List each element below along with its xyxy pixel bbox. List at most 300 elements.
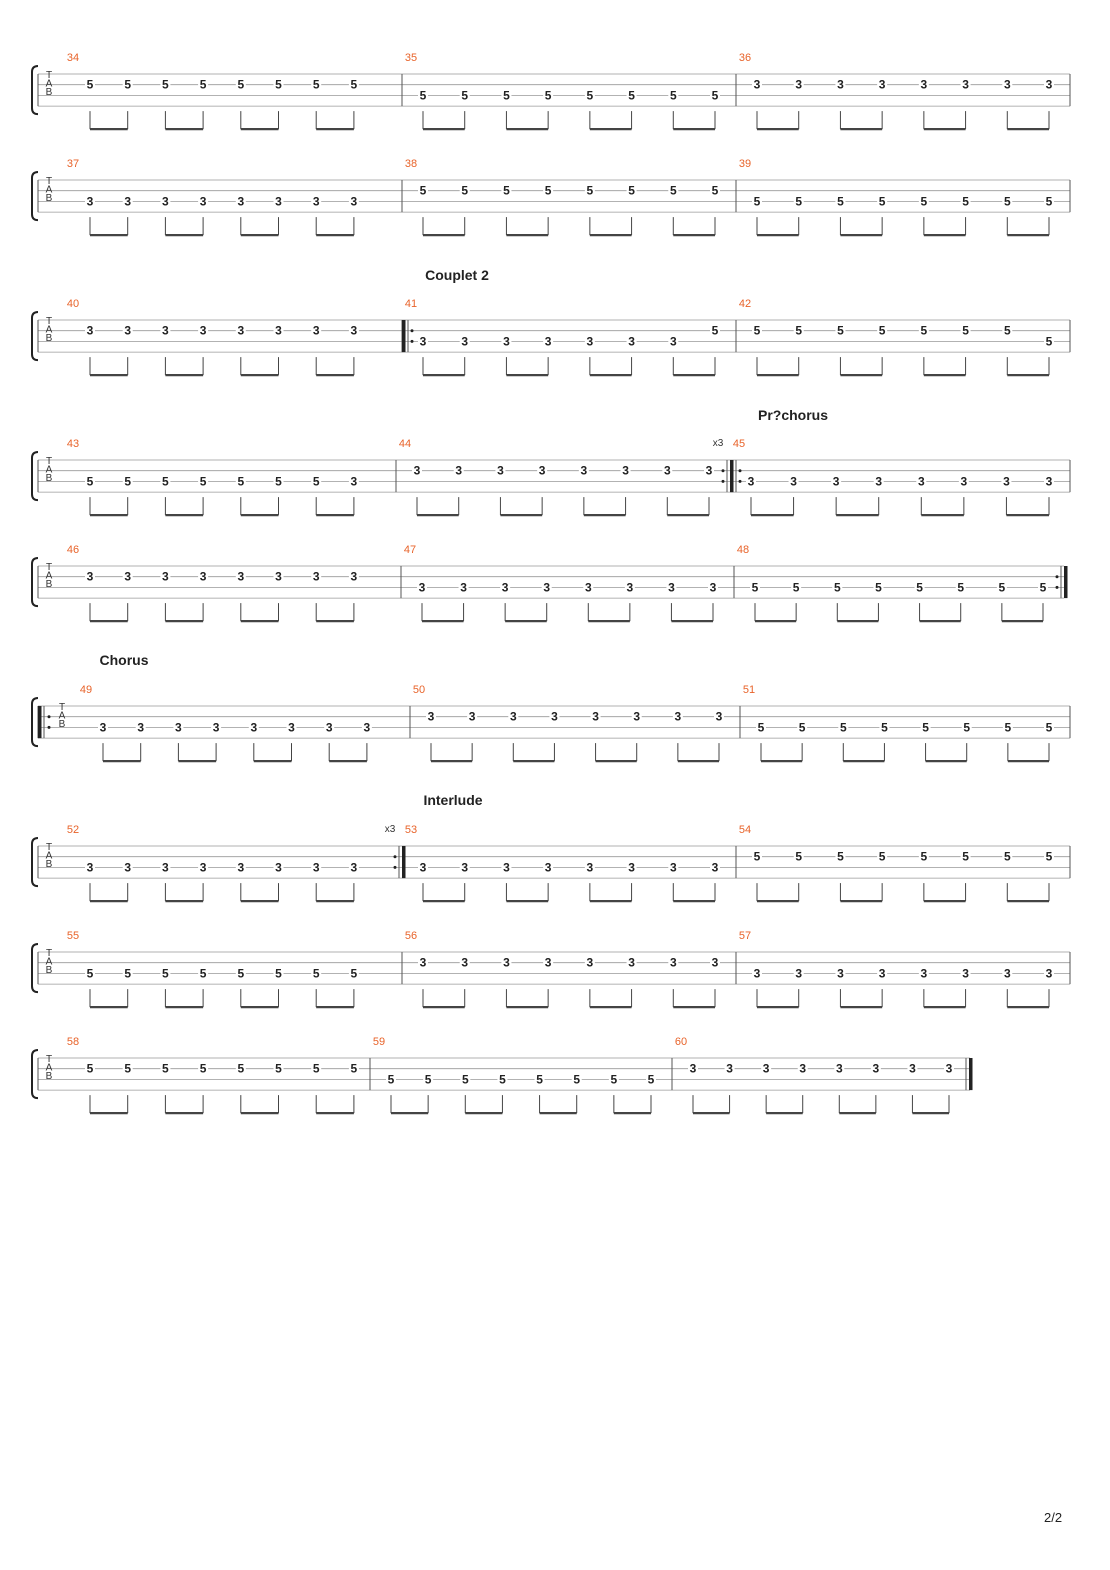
fret-number: 3	[790, 474, 797, 489]
tab-clef-letter: B	[58, 719, 66, 730]
fret-number: 3	[288, 720, 295, 735]
fret-number: 5	[162, 966, 169, 981]
fret-number: 5	[963, 720, 971, 735]
fret-number: 3	[878, 77, 886, 92]
tab-clef-letter: T	[58, 702, 66, 713]
fret-number: 3	[762, 1061, 770, 1076]
fret-number: 5	[162, 77, 169, 92]
measure-number: 55	[66, 930, 80, 942]
fret-number: 5	[1004, 720, 1012, 735]
fret-number: 3	[460, 580, 467, 595]
system-bracket	[32, 698, 38, 746]
measure-number: 49	[79, 684, 93, 696]
repeat-start-thick	[38, 706, 42, 738]
fret-number: 5	[86, 966, 94, 981]
tab-clef-letter: B	[45, 859, 53, 870]
fret-number: 3	[497, 463, 504, 478]
measure-number: 52	[66, 824, 80, 836]
fret-number: 5	[544, 183, 552, 198]
fret-number: 5	[753, 323, 761, 338]
tab-clef-letter: A	[45, 850, 53, 862]
tab-clef-letter: B	[45, 473, 53, 484]
measure-number: 59	[372, 1036, 386, 1048]
fret-number: 3	[237, 194, 245, 209]
measure-number: 54	[738, 824, 752, 836]
fret-number: 3	[668, 580, 675, 595]
fret-number: 3	[275, 860, 282, 875]
fret-number: 5	[275, 77, 282, 92]
fret-number: 3	[461, 955, 469, 970]
fret-number: 5	[162, 474, 169, 489]
fret-number: 3	[875, 474, 883, 489]
fret-number: 5	[881, 720, 888, 735]
measure-number: 41	[404, 298, 418, 310]
system-bracket	[32, 558, 38, 606]
fret-number: 3	[312, 194, 320, 209]
fret-number: 5	[312, 966, 320, 981]
fret-number: 5	[875, 580, 882, 595]
fret-number: 5	[461, 88, 469, 103]
fret-number: 5	[753, 849, 761, 864]
tab-clef-letter: B	[45, 965, 53, 976]
fret-number: 3	[162, 569, 169, 584]
measure-number: 60	[674, 1036, 688, 1048]
fret-number: 5	[837, 194, 844, 209]
fret-number: 3	[350, 474, 358, 489]
fret-number: 5	[199, 966, 207, 981]
repeat-dot	[394, 855, 397, 858]
measure-number: 47	[403, 544, 417, 556]
fret-number: 3	[669, 860, 677, 875]
tab-clef-letter: A	[45, 78, 53, 90]
fret-number: 3	[747, 474, 755, 489]
fret-number: 3	[212, 720, 220, 735]
fret-number: 3	[711, 860, 719, 875]
fret-number: 5	[237, 966, 245, 981]
tab-clef-letter: A	[45, 184, 53, 196]
fret-number: 3	[86, 323, 94, 338]
fret-number: 3	[920, 77, 928, 92]
fret-number: 3	[312, 569, 320, 584]
measure-number: 56	[404, 930, 418, 942]
fret-number: 3	[1003, 474, 1010, 489]
fret-number: 3	[628, 334, 635, 349]
fret-number: 5	[795, 323, 803, 338]
repeat-dot	[411, 329, 414, 332]
fret-number: 3	[468, 709, 476, 724]
fret-number: 5	[124, 1061, 132, 1076]
fret-number: 3	[124, 860, 132, 875]
fret-number: 5	[795, 194, 803, 209]
fret-number: 5	[878, 849, 886, 864]
fret-number: 3	[586, 955, 594, 970]
tab-clef-letter: T	[45, 562, 53, 573]
fret-number: 5	[1003, 323, 1011, 338]
measure-number: 43	[66, 438, 80, 450]
fret-number: 3	[711, 955, 719, 970]
fret-number: 3	[124, 323, 132, 338]
tab-clef-letter: B	[45, 193, 53, 204]
fret-number: 3	[350, 194, 358, 209]
tab-clef-letter: T	[45, 70, 53, 81]
fret-number: 3	[628, 955, 635, 970]
fret-number: 3	[503, 860, 510, 875]
fret-number: 3	[622, 463, 629, 478]
fret-number: 3	[799, 1061, 807, 1076]
fret-number: 5	[586, 88, 594, 103]
fret-number: 3	[350, 860, 358, 875]
fret-number: 5	[798, 720, 806, 735]
fret-number: 5	[461, 1072, 469, 1087]
fret-number: 5	[586, 183, 594, 198]
measure-number: 37	[66, 158, 80, 170]
section-label: Pr?chorus	[757, 407, 829, 423]
tab-clef-letter: T	[45, 316, 53, 327]
repeat-dot	[1056, 575, 1059, 578]
fret-number: 5	[536, 1072, 543, 1087]
fret-number: 3	[99, 720, 107, 735]
fret-number: 5	[628, 183, 635, 198]
fret-number: 3	[1045, 77, 1053, 92]
section-label: Couplet 2	[425, 267, 489, 283]
fret-number: 3	[162, 860, 169, 875]
tab-clef-letter: A	[45, 570, 53, 582]
fret-number: 3	[250, 720, 258, 735]
section-label: Chorus	[99, 652, 149, 668]
fret-number: 5	[1045, 194, 1053, 209]
fret-number: 3	[86, 194, 94, 209]
fret-number: 5	[920, 194, 928, 209]
system-bracket	[32, 312, 38, 360]
fret-number: 5	[757, 720, 765, 735]
fret-number: 3	[544, 334, 552, 349]
fret-number: 5	[124, 77, 132, 92]
fret-number: 3	[199, 194, 207, 209]
measure-number: 46	[66, 544, 80, 556]
fret-number: 5	[878, 194, 886, 209]
tab-clef-letter: A	[45, 956, 53, 968]
fret-number: 5	[795, 849, 803, 864]
fret-number: 3	[503, 334, 510, 349]
fret-number: 3	[795, 966, 803, 981]
system-bracket	[32, 172, 38, 220]
repeat-count: x3	[384, 824, 396, 835]
repeat-dot	[1056, 586, 1059, 589]
fret-number: 5	[833, 580, 841, 595]
tab-clef-letter: T	[45, 948, 53, 959]
fret-number: 5	[647, 1072, 655, 1087]
repeat-count: x3	[712, 438, 724, 449]
fret-number: 3	[669, 334, 677, 349]
fret-number: 3	[325, 720, 333, 735]
fret-number: 3	[1003, 77, 1011, 92]
fret-number: 3	[86, 569, 94, 584]
fret-number: 3	[538, 463, 546, 478]
fret-number: 3	[551, 709, 558, 724]
repeat-dot	[722, 480, 725, 483]
repeat-dot	[739, 469, 742, 472]
fret-number: 3	[626, 580, 634, 595]
fret-number: 5	[199, 77, 207, 92]
repeat-dot	[48, 715, 51, 718]
fret-number: 5	[275, 474, 282, 489]
fret-number: 3	[544, 860, 552, 875]
fret-number: 3	[350, 323, 358, 338]
fret-number: 5	[1045, 334, 1053, 349]
fret-number: 3	[580, 463, 588, 478]
fret-number: 3	[878, 966, 886, 981]
measure-number: 50	[412, 684, 426, 696]
fret-number: 3	[962, 966, 969, 981]
fret-number: 5	[237, 77, 245, 92]
fret-number: 5	[162, 1061, 169, 1076]
fret-number: 5	[669, 183, 677, 198]
fret-number: 5	[573, 1072, 581, 1087]
fret-number: 5	[711, 323, 719, 338]
fret-number: 5	[1045, 720, 1053, 735]
fret-number: 3	[1003, 966, 1011, 981]
fret-number: 3	[419, 334, 427, 349]
fret-number: 3	[162, 323, 169, 338]
fret-number: 3	[837, 966, 844, 981]
fret-number: 5	[711, 183, 719, 198]
tab-clef-letter: A	[45, 464, 53, 476]
fret-number: 3	[237, 569, 245, 584]
fret-number: 3	[162, 194, 169, 209]
fret-number: 3	[509, 709, 517, 724]
fret-number: 3	[1045, 474, 1053, 489]
fret-number: 3	[689, 1061, 697, 1076]
measure-number: 53	[404, 824, 418, 836]
fret-number: 3	[960, 474, 968, 489]
fret-number: 3	[586, 860, 594, 875]
fret-number: 3	[795, 77, 803, 92]
system-bracket	[32, 1050, 38, 1098]
section-label: Interlude	[423, 792, 483, 808]
tab-clef-letter: B	[45, 579, 53, 590]
fret-number: 5	[753, 194, 761, 209]
fret-number: 5	[711, 88, 719, 103]
measure-number: 34	[66, 52, 80, 64]
fret-number: 3	[837, 77, 844, 92]
fret-number: 3	[501, 580, 509, 595]
fret-number: 5	[610, 1072, 618, 1087]
measure-number: 42	[738, 298, 752, 310]
repeat-start-thick	[730, 460, 734, 492]
fret-number: 3	[455, 463, 463, 478]
fret-number: 5	[124, 966, 132, 981]
fret-number: 3	[199, 323, 207, 338]
fret-number: 3	[199, 569, 207, 584]
repeat-dot	[722, 469, 725, 472]
fret-number: 5	[312, 474, 320, 489]
fret-number: 3	[199, 860, 207, 875]
measure-number: 44	[398, 438, 412, 450]
repeat-start-thick	[402, 320, 406, 352]
repeat-end-thick	[1064, 566, 1068, 598]
fret-number: 3	[237, 860, 245, 875]
fret-number: 5	[237, 474, 245, 489]
fret-number: 3	[350, 569, 358, 584]
fret-number: 5	[124, 474, 132, 489]
fret-number: 5	[199, 474, 207, 489]
fret-number: 5	[916, 580, 923, 595]
measure-number: 35	[404, 52, 418, 64]
tab-clef-letter: B	[45, 333, 53, 344]
tab-clef-letter: T	[45, 176, 53, 187]
fret-number: 5	[419, 88, 427, 103]
page-number: 2/2	[1044, 1510, 1063, 1525]
tab-clef-letter: T	[45, 842, 53, 853]
fret-number: 5	[751, 580, 759, 595]
repeat-dot	[394, 866, 397, 869]
system-bracket	[32, 944, 38, 992]
fret-number: 3	[872, 1061, 880, 1076]
repeat-dot	[739, 480, 742, 483]
fret-number: 3	[832, 474, 840, 489]
fret-number: 5	[1003, 849, 1011, 864]
system-bracket	[32, 838, 38, 886]
fret-number: 5	[461, 183, 469, 198]
fret-number: 3	[674, 709, 682, 724]
measure-number: 40	[66, 298, 80, 310]
fret-number: 5	[998, 580, 1006, 595]
fret-number: 5	[839, 720, 847, 735]
fret-number: 3	[753, 77, 761, 92]
tab-clef-letter: B	[45, 87, 53, 98]
fret-number: 3	[363, 720, 371, 735]
fret-number: 5	[962, 194, 969, 209]
fret-number: 5	[237, 1061, 245, 1076]
fret-number: 5	[350, 966, 358, 981]
fret-number: 3	[312, 323, 320, 338]
fret-number: 3	[461, 860, 469, 875]
measure-number: 58	[66, 1036, 80, 1048]
fret-number: 3	[419, 955, 427, 970]
fret-number: 5	[878, 323, 886, 338]
fret-number: 5	[86, 1061, 94, 1076]
fret-number: 3	[275, 194, 282, 209]
fret-number: 3	[418, 580, 426, 595]
fret-number: 3	[945, 1061, 953, 1076]
fret-number: 3	[419, 860, 427, 875]
tab-clef-letter: A	[45, 324, 53, 336]
fret-number: 5	[199, 1061, 207, 1076]
fret-number: 5	[628, 88, 635, 103]
fret-number: 5	[922, 720, 929, 735]
system-bracket	[32, 452, 38, 500]
fret-number: 5	[387, 1072, 395, 1087]
fret-number: 5	[837, 323, 844, 338]
final-barline-thick	[969, 1058, 973, 1090]
fret-number: 5	[1039, 580, 1047, 595]
fret-number: 5	[499, 1072, 506, 1087]
fret-number: 3	[705, 463, 713, 478]
system-bracket	[32, 66, 38, 114]
repeat-dot	[411, 340, 414, 343]
fret-number: 3	[920, 966, 928, 981]
fret-number: 5	[1045, 849, 1053, 864]
measure-number: 38	[404, 158, 418, 170]
fret-number: 3	[86, 860, 94, 875]
tab-clef-letter: A	[58, 710, 66, 722]
fret-number: 3	[586, 334, 594, 349]
fret-number: 3	[628, 860, 635, 875]
fret-number: 3	[413, 463, 421, 478]
measure-number: 57	[738, 930, 752, 942]
fret-number: 5	[962, 849, 969, 864]
fret-number: 3	[124, 194, 132, 209]
fret-number: 5	[86, 77, 94, 92]
fret-number: 3	[237, 323, 245, 338]
fret-number: 5	[275, 1061, 282, 1076]
fret-number: 3	[633, 709, 641, 724]
fret-number: 3	[753, 966, 761, 981]
fret-number: 3	[461, 334, 469, 349]
fret-number: 3	[592, 709, 599, 724]
fret-number: 3	[503, 955, 510, 970]
fret-number: 5	[275, 966, 282, 981]
fret-number: 3	[709, 580, 717, 595]
tab-clef-letter: T	[45, 456, 53, 467]
fret-number: 3	[669, 955, 677, 970]
tab-clef-letter: A	[45, 1062, 53, 1074]
repeat-dot	[48, 726, 51, 729]
fret-number: 3	[962, 77, 969, 92]
measure-number: 48	[736, 544, 750, 556]
fret-number: 3	[1045, 966, 1053, 981]
fret-number: 5	[419, 183, 427, 198]
measure-number: 36	[738, 52, 752, 64]
fret-number: 5	[957, 580, 965, 595]
fret-number: 5	[312, 77, 320, 92]
tab-clef-letter: B	[45, 1071, 53, 1082]
fret-number: 3	[835, 1061, 843, 1076]
fret-number: 3	[543, 580, 551, 595]
fret-number: 3	[917, 474, 925, 489]
fret-number: 5	[86, 474, 94, 489]
fret-number: 5	[350, 1061, 358, 1076]
fret-number: 3	[726, 1061, 733, 1076]
fret-number: 5	[544, 88, 552, 103]
fret-number: 3	[175, 720, 182, 735]
measure-number: 39	[738, 158, 752, 170]
fret-number: 5	[312, 1061, 320, 1076]
fret-number: 3	[137, 720, 145, 735]
fret-number: 3	[427, 709, 435, 724]
measure-number: 45	[732, 438, 746, 450]
repeat-end-thick	[402, 846, 406, 878]
fret-number: 3	[544, 955, 552, 970]
tab-clef-letter: T	[45, 1054, 53, 1065]
fret-number: 5	[1003, 194, 1011, 209]
fret-number: 3	[584, 580, 592, 595]
fret-number: 5	[962, 323, 969, 338]
fret-number: 5	[503, 183, 510, 198]
fret-number: 5	[424, 1072, 432, 1087]
fret-number: 3	[275, 323, 282, 338]
fret-number: 5	[920, 849, 928, 864]
fret-number: 3	[715, 709, 723, 724]
fret-number: 5	[920, 323, 928, 338]
fret-number: 5	[837, 849, 844, 864]
fret-number: 3	[312, 860, 320, 875]
fret-number: 3	[909, 1061, 916, 1076]
fret-number: 5	[792, 580, 800, 595]
fret-number: 5	[503, 88, 510, 103]
fret-number: 5	[669, 88, 677, 103]
fret-number: 3	[275, 569, 282, 584]
